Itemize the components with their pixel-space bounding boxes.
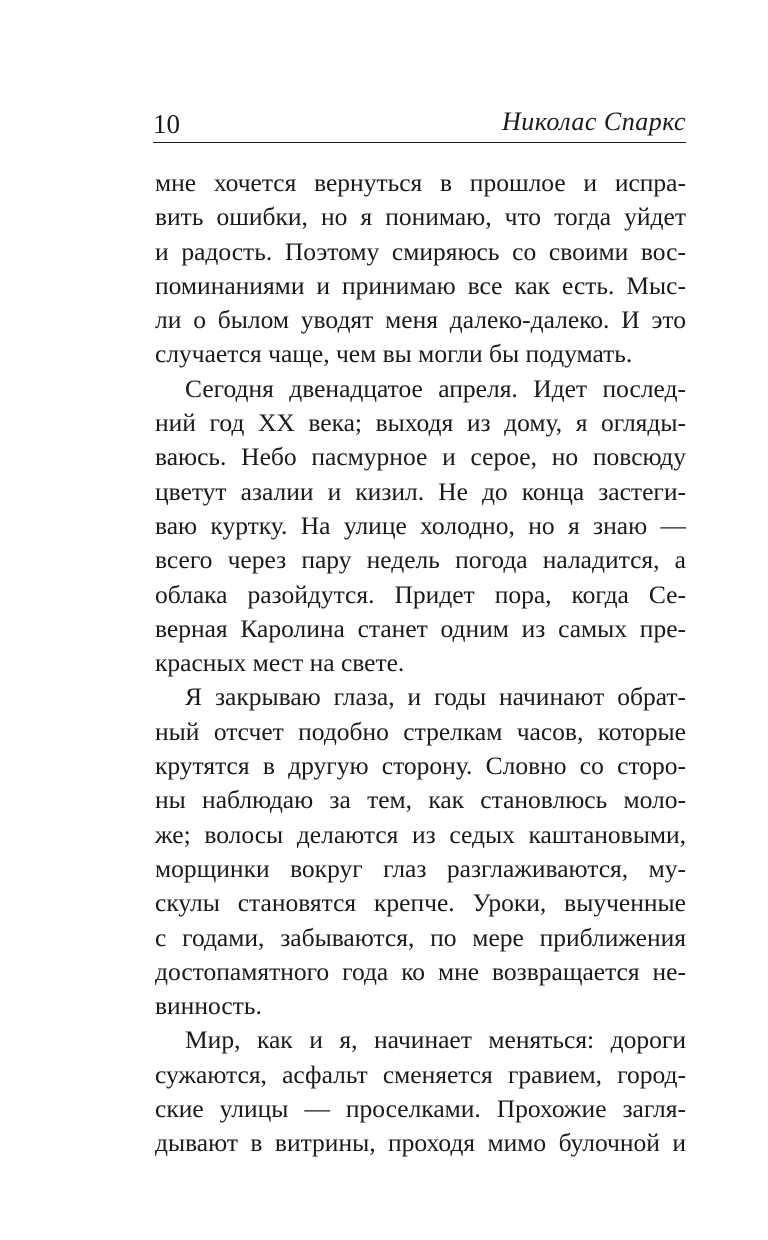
running-head (153, 106, 686, 146)
text-line: Сегодня двенадцатое апреля. Идет послед- (185, 373, 686, 403)
paragraph (155, 680, 686, 1023)
text-line: скулы становятся крепче. Уроки, выученные (155, 888, 686, 918)
paragraph (155, 372, 686, 681)
text-line: дывают в витрины, проходя мимо булочной и (155, 1128, 686, 1158)
text-line: крутятся в другую сторону. Словно со сторо- (155, 751, 686, 781)
text-line: Я закрываю глаза, и годы начинают обрат- (185, 682, 686, 712)
text-line: поминаниями и принимаю все как есть. Мыс- (155, 270, 686, 300)
text-line: цветут азалии и кизил. Не до конца застеги- (155, 476, 686, 506)
text-line: ваю куртку. На улице холодно, но я знаю — (155, 510, 686, 540)
text-line: вить ошибки, но я понимаю, что тогда уйдет (155, 202, 686, 232)
text-line: ный отсчет подобно стрелкам часов, которые (155, 716, 686, 746)
text-line: и радость. Поэтому смиряюсь со своими вос- (155, 236, 686, 266)
paragraph (155, 1023, 686, 1160)
text-line: Мир, как и я, начинает меняться: дороги (185, 1025, 686, 1055)
text-line: достопамятного года ко мне возвращается не- (155, 956, 686, 986)
text-line: всего через пару недель погода наладится, а (155, 545, 686, 575)
page-number: 10 (153, 109, 180, 139)
text-line: сужаются, асфальт сменяется гравием, город- (155, 1059, 686, 1089)
text-line: мне хочется вернуться в прошлое и испра- (155, 168, 686, 197)
text-line: случается чаще, чем вы могли бы подумать. (155, 339, 633, 369)
text-line: ваюсь. Небо пасмурное и серое, но повсюду (155, 442, 686, 472)
text-line: ли о былом уводят меня далеко-далеко. И это (155, 305, 686, 335)
text-line: ны наблюдаю за тем, как становлюсь моло- (155, 785, 686, 815)
text-line: же; волосы делаются из седых каштановыми, (155, 819, 686, 849)
text-line: с годами, забываются, по мере приближения (155, 922, 686, 952)
text-line: винность. (155, 991, 262, 1021)
text-line: красных мест на свете. (155, 648, 405, 678)
author-name: Николас Спаркс (501, 107, 686, 136)
header-rule (153, 142, 686, 143)
body-text (155, 166, 686, 1161)
paragraph (155, 166, 686, 372)
text-line: морщинки вокруг глаз разглаживаются, му- (155, 853, 686, 883)
text-line: облака разойдутся. Придет пора, когда Се- (155, 579, 686, 609)
text-line: ские улицы — проселками. Прохожие загля- (155, 1094, 686, 1124)
text-line: ний год XX века; выходя из дому, я огляды- (155, 408, 686, 438)
text-line: верная Каролина станет одним из самых пре- (155, 613, 686, 643)
